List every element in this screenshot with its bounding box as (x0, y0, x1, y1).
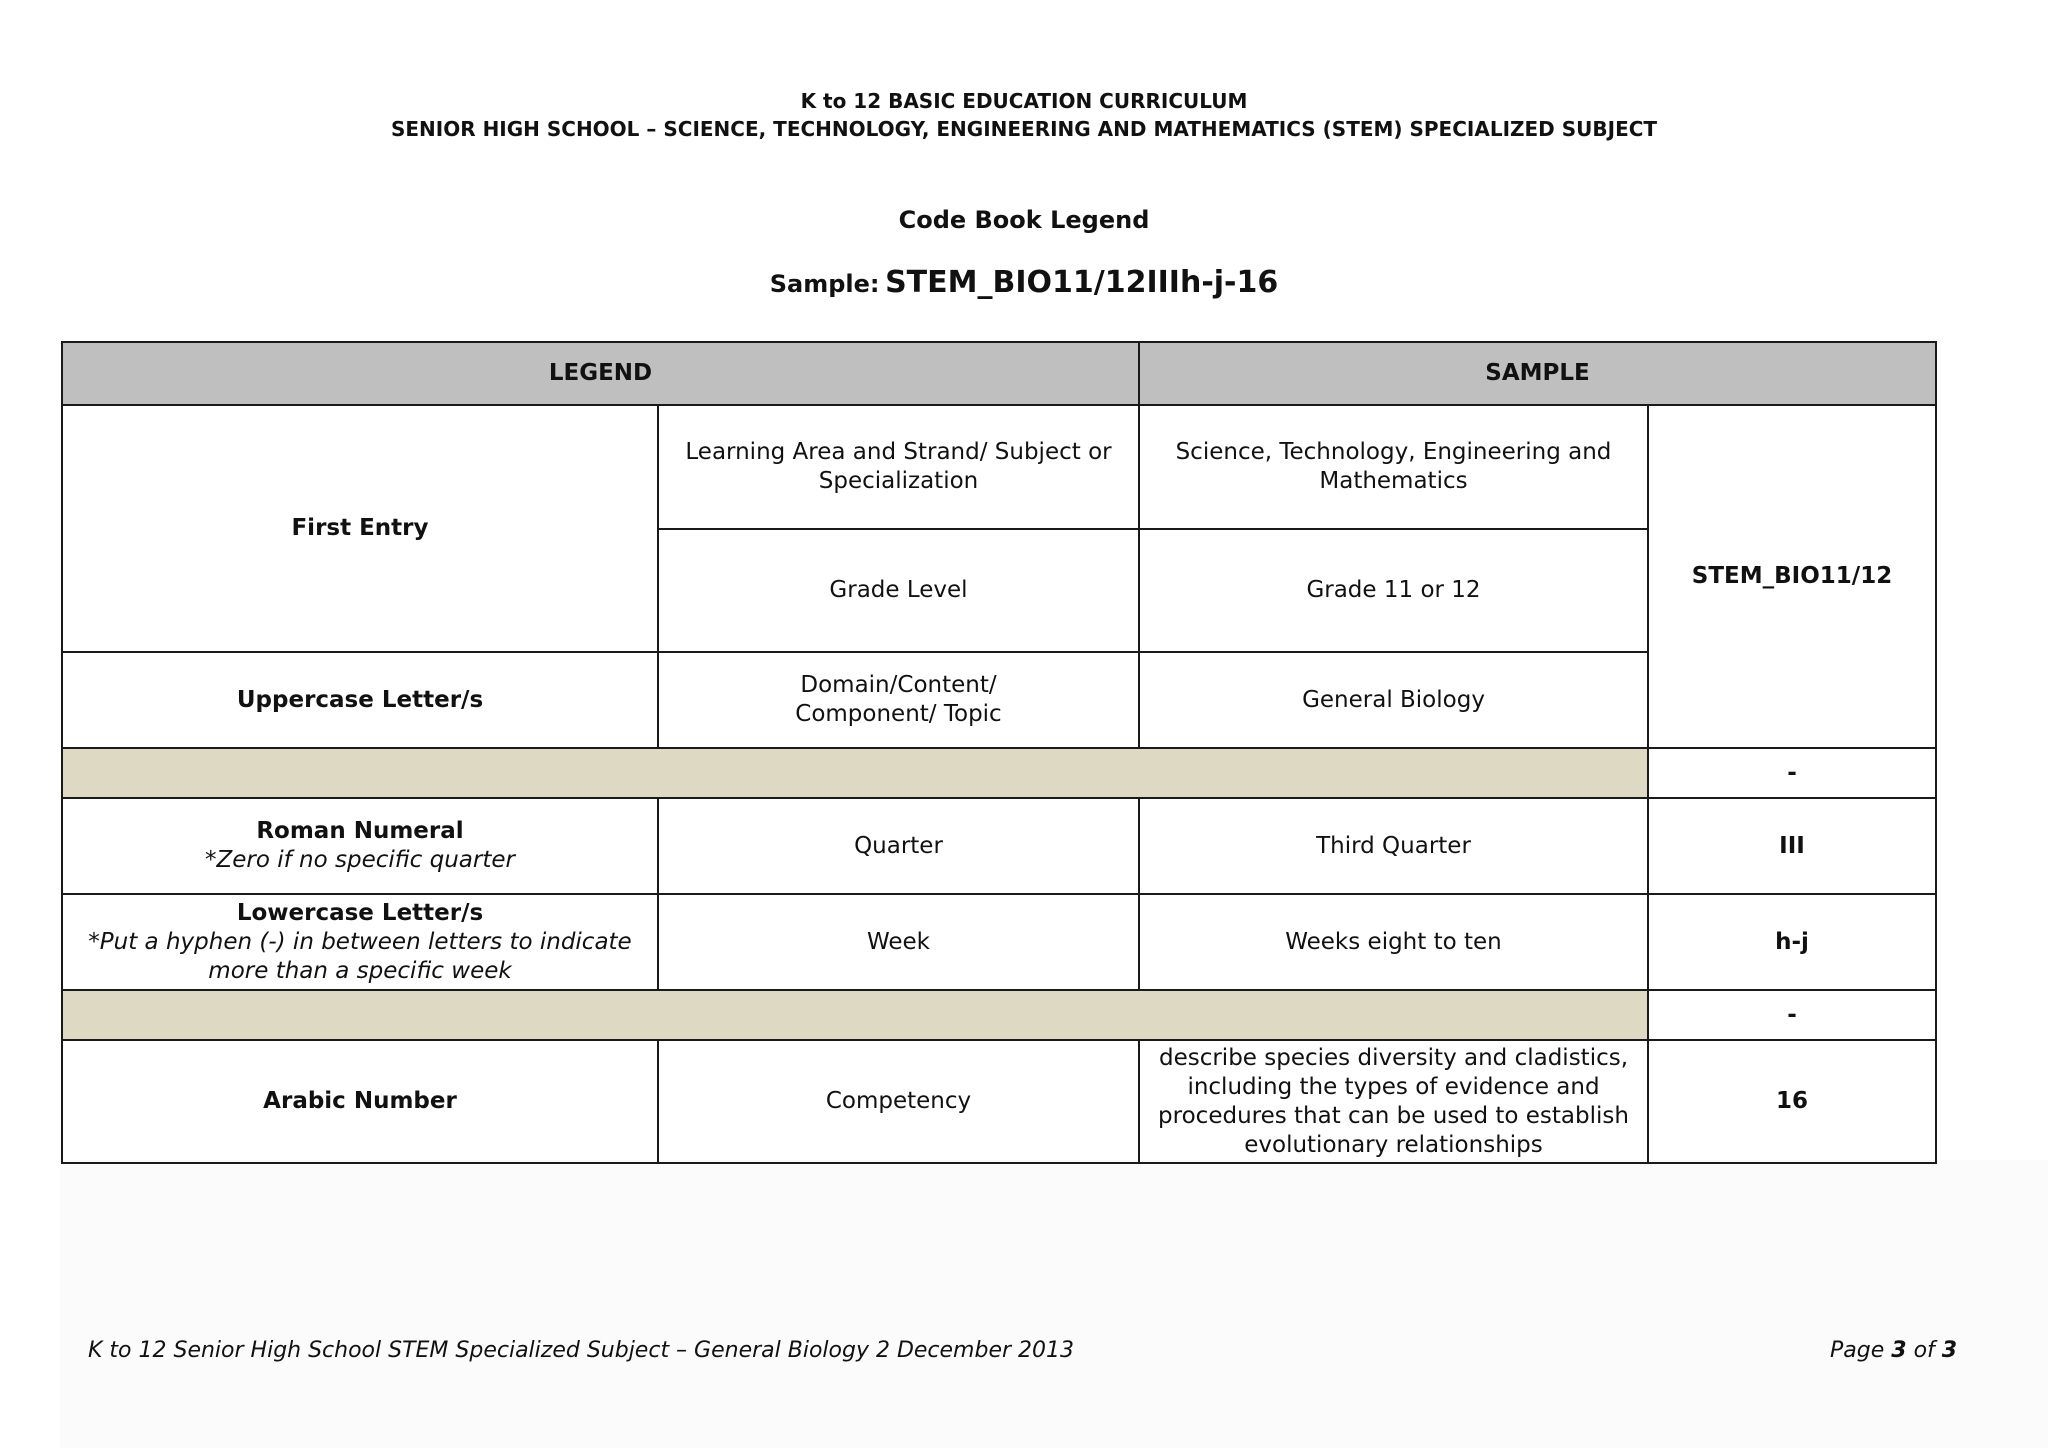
lowercase-note: *Put a hyphen (-) in between letters to indicate more than a specific week (88, 928, 632, 984)
lowercase-legend: Week (658, 894, 1139, 990)
lowercase-sample: Weeks eight to ten (1139, 894, 1648, 990)
table-header-row (62, 342, 1936, 405)
roman-numeral-code: III (1648, 798, 1936, 894)
table-row (62, 894, 1936, 990)
code-book-legend-title: Code Book Legend (898, 206, 1150, 234)
separator-fill (62, 990, 1648, 1040)
table-row (62, 798, 1936, 894)
footer-page-number (1830, 1338, 1957, 1363)
page-of: of (1913, 1338, 1935, 1363)
sample-header: SAMPLE (1139, 342, 1936, 405)
roman-numeral-legend: Quarter (658, 798, 1139, 894)
roman-numeral-cell (62, 798, 658, 894)
roman-numeral-sample: Third Quarter (1139, 798, 1648, 894)
uppercase-sample: General Biology (1139, 652, 1648, 748)
sample-code: STEM_BIO11/12IIIh-j-16 (885, 265, 1279, 300)
curriculum-title: K to 12 BASIC EDUCATION CURRICULUM (800, 89, 1248, 113)
roman-numeral-note: *Zero if no specific quarter (205, 847, 515, 873)
arabic-number-sample: describe species diversity and cladistics, including the types of evidence and procedures that can be used to establish evolutionary relationships (1139, 1040, 1648, 1163)
table-row (62, 1040, 1936, 1163)
page-total: 3 (1941, 1338, 1958, 1363)
sample-prefix: Sample: (769, 270, 880, 298)
uppercase-legend-line1: Domain/Content/ (800, 672, 997, 698)
uppercase-label: Uppercase Letter/s (62, 652, 658, 748)
arabic-number-code: 16 (1648, 1040, 1936, 1163)
page-current: 3 (1891, 1338, 1907, 1363)
lowercase-cell (62, 894, 658, 990)
lowercase-code: h-j (1648, 894, 1936, 990)
first-entry-code: STEM_BIO11/12 (1648, 405, 1936, 748)
separator-hyphen: - (1648, 990, 1936, 1040)
learning-area-legend: Learning Area and Strand/ Subject or Specialization (658, 405, 1139, 529)
learning-area-sample: Science, Technology, Engineering and Mathematics (1139, 405, 1648, 529)
uppercase-legend-line2: Component/ Topic (795, 701, 1002, 727)
code-book-table (61, 341, 1937, 1164)
separator-hyphen: - (1648, 748, 1936, 798)
separator-row (62, 748, 1936, 798)
separator-fill (62, 748, 1648, 798)
uppercase-legend (658, 652, 1139, 748)
arabic-number-label: Arabic Number (62, 1040, 658, 1163)
page-background-shade (60, 1160, 2048, 1448)
grade-level-legend: Grade Level (658, 529, 1139, 652)
arabic-number-legend: Competency (658, 1040, 1139, 1163)
roman-numeral-label: Roman Numeral (256, 818, 464, 844)
first-entry-label: First Entry (62, 405, 658, 652)
curriculum-subtitle: SENIOR HIGH SCHOOL – SCIENCE, TECHNOLOGY, ENGINEERING AND MATHEMATICS (STEM) SPECIALIZED SUBJECT (390, 117, 1658, 141)
page-prefix: Page (1830, 1338, 1885, 1363)
sample-code-line (0, 265, 2048, 300)
grade-level-sample: Grade 11 or 12 (1139, 529, 1648, 652)
lowercase-label: Lowercase Letter/s (236, 899, 484, 926)
table-row (62, 405, 1936, 529)
footer-document-title: K to 12 Senior High School STEM Specialized Subject – General Biology 2 December 2013 (88, 1338, 1075, 1363)
legend-header: LEGEND (62, 342, 1139, 405)
separator-row (62, 990, 1936, 1040)
